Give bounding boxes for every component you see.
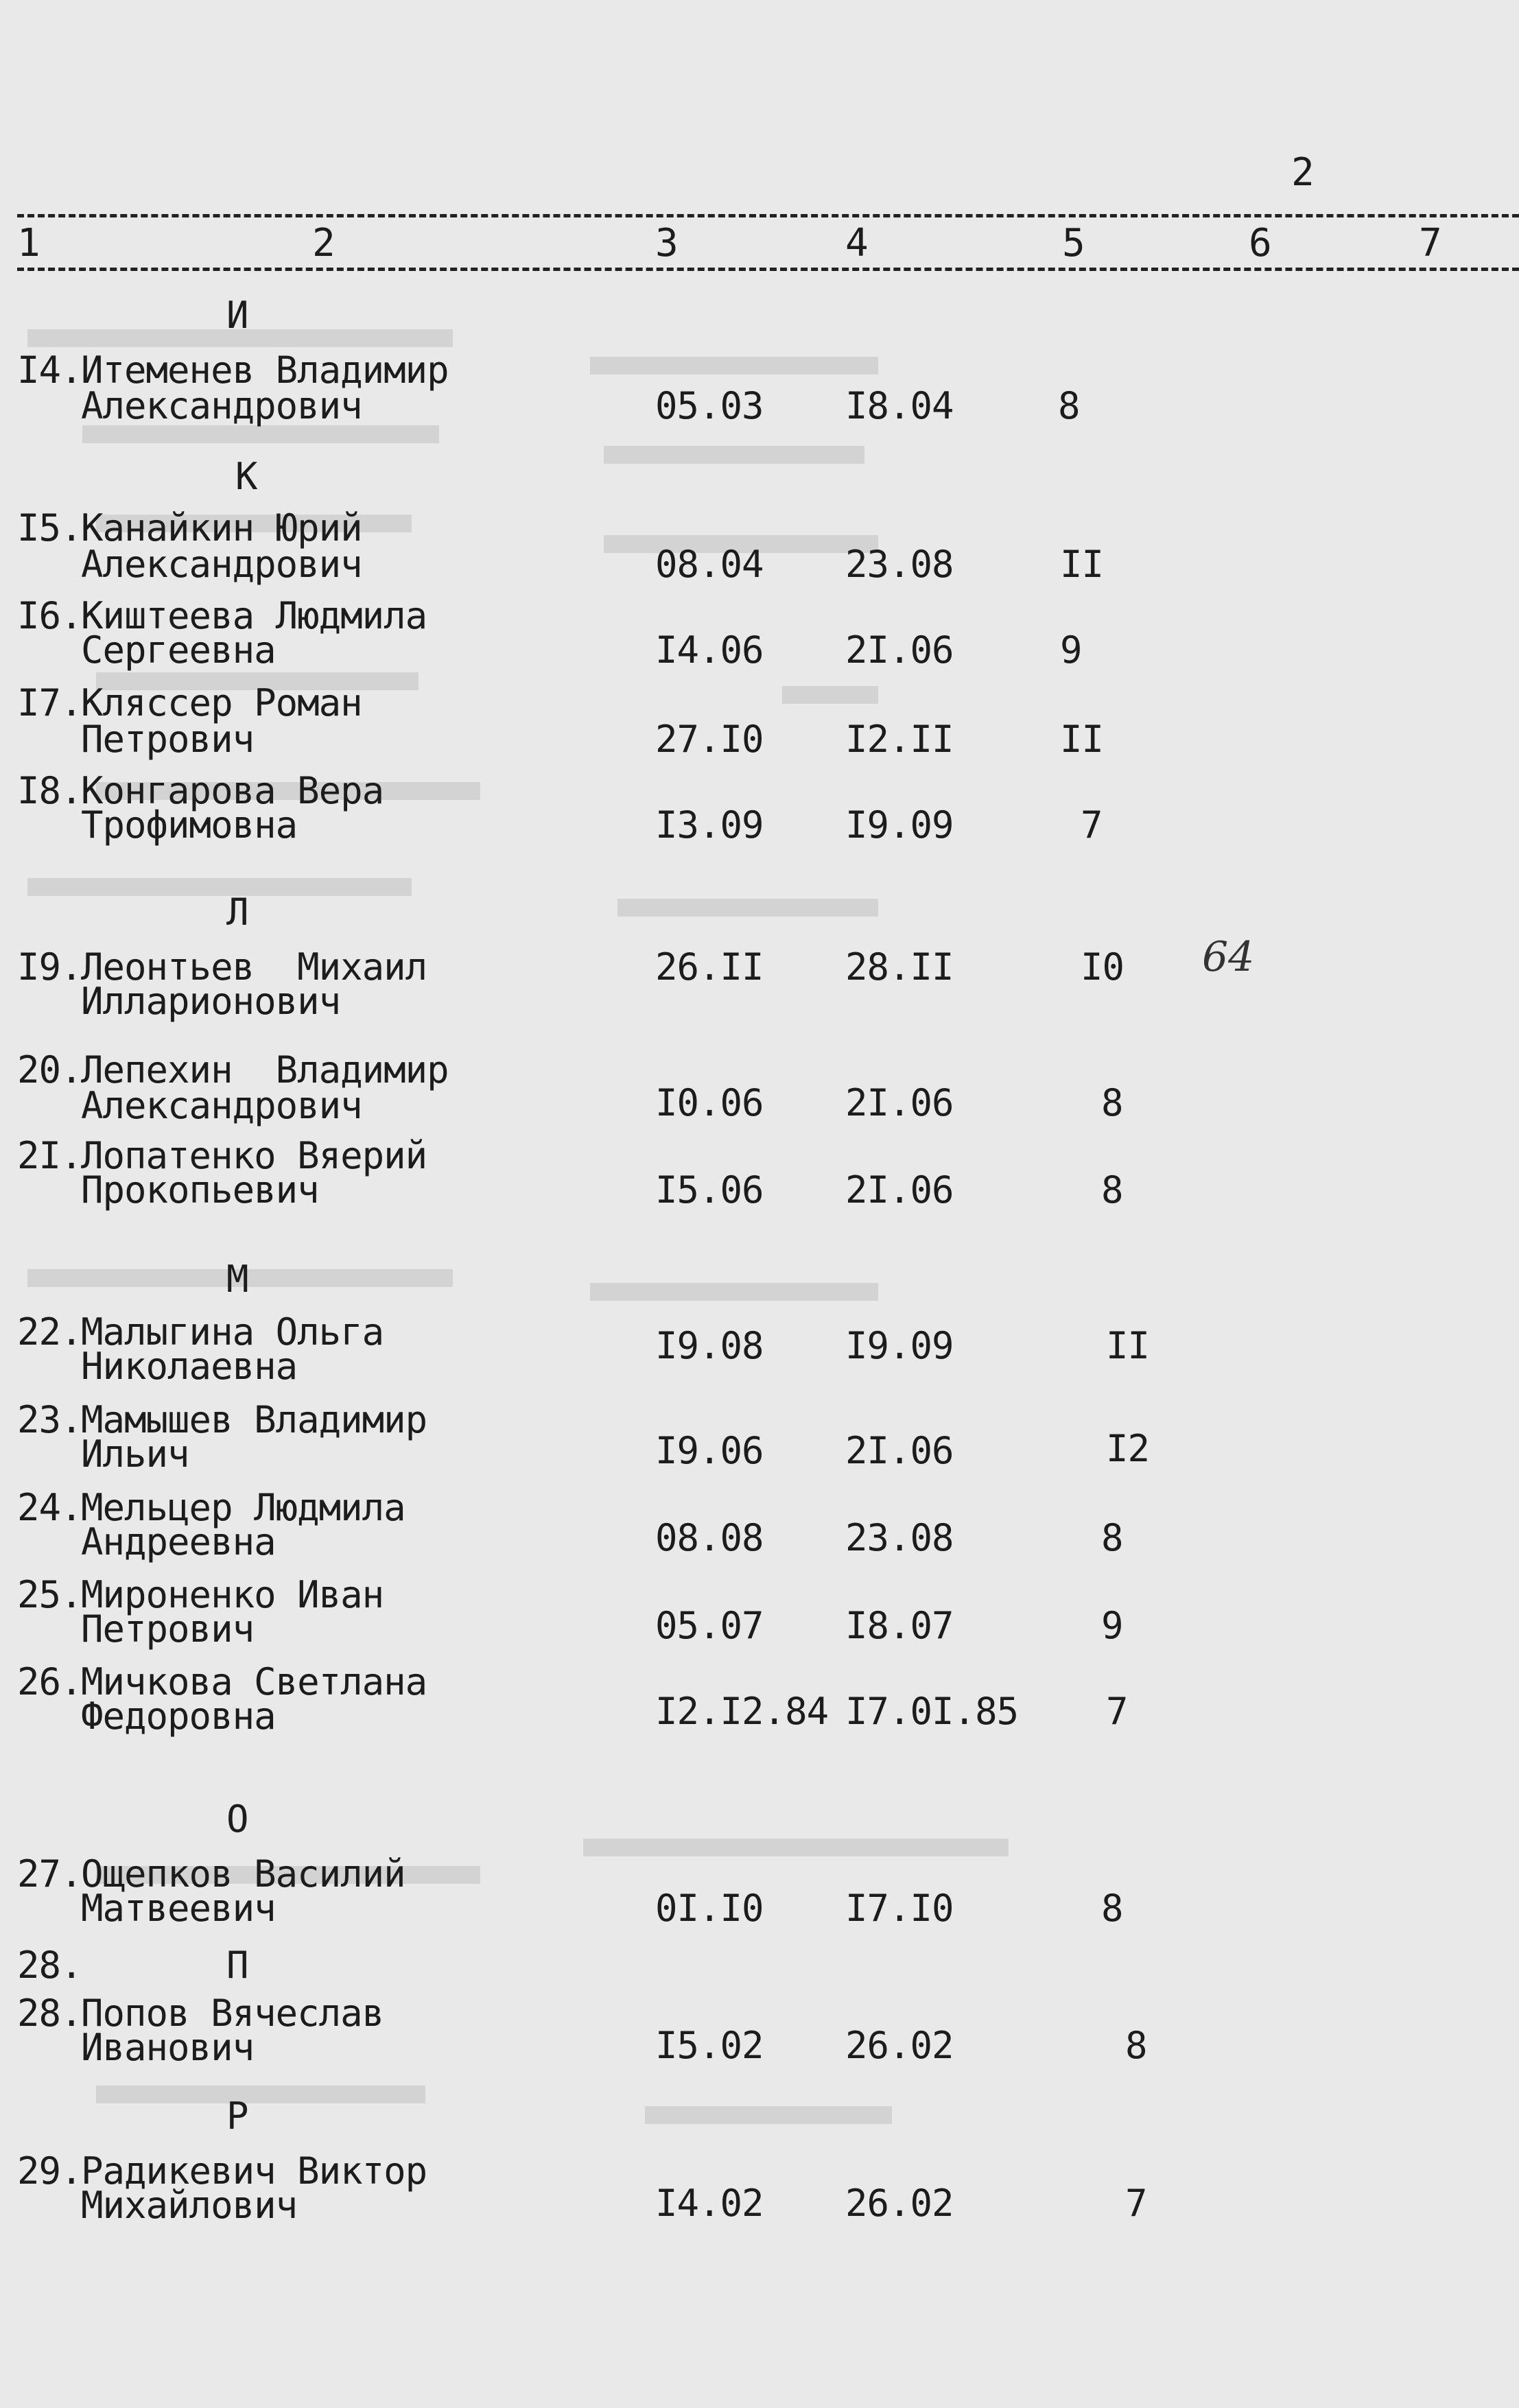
column-header-6: 6 <box>1249 221 1271 265</box>
date-from: I4.02 <box>655 2182 764 2225</box>
date-to: I8.07 <box>845 1604 954 1647</box>
person-name-line1: Попов Вячеслав <box>81 1992 384 2035</box>
person-name-line1: Мамышев Владимир <box>81 1398 427 1441</box>
row-number: 20. <box>17 1048 82 1091</box>
date-from: 08.08 <box>655 1516 764 1559</box>
person-name-line1: Мельцер Людмила <box>81 1486 405 1529</box>
person-name-line2: Александрович <box>81 1084 362 1127</box>
person-name-line2: Илларионович <box>81 980 341 1023</box>
person-name-line1: Итеменев Владимир <box>81 349 449 392</box>
days-count: 9 <box>1060 628 1082 672</box>
person-name-line1: Радикевич Виктор <box>81 2149 427 2193</box>
row-number: 2I. <box>17 1134 82 1177</box>
date-to: 2I.06 <box>845 628 954 672</box>
column-header-1: 1 <box>17 221 40 265</box>
section-letter-o: О <box>226 1797 248 1841</box>
date-to: I7.I0 <box>845 1887 954 1930</box>
date-from: I9.08 <box>655 1324 764 1367</box>
days-count: II <box>1060 718 1104 761</box>
row-number: 28. <box>17 1992 82 2035</box>
person-name-line2: Александрович <box>81 384 362 427</box>
date-to: 26.02 <box>845 2182 954 2225</box>
days-count: 8 <box>1125 2024 1147 2067</box>
date-from: 0I.I0 <box>655 1887 764 1930</box>
date-from: I0.06 <box>655 1081 764 1124</box>
date-to: 23.08 <box>845 543 954 586</box>
days-count: 8 <box>1101 1516 1123 1559</box>
date-to: 2I.06 <box>845 1429 954 1472</box>
date-from: 08.04 <box>655 543 764 586</box>
row-number: I4. <box>17 349 82 392</box>
date-from: I5.02 <box>655 2024 764 2067</box>
row-number: 22. <box>17 1310 82 1354</box>
section-letter-l: Л <box>226 890 248 934</box>
person-name-line2: Александрович <box>81 543 362 586</box>
days-count: 7 <box>1125 2182 1147 2225</box>
person-name-line2: Иванович <box>81 2026 255 2069</box>
person-name-line2: Сергеевна <box>81 628 276 672</box>
column-header-2: 2 <box>312 221 335 265</box>
days-count: 8 <box>1058 384 1080 427</box>
column-header-4: 4 <box>845 221 868 265</box>
date-to: I2.II <box>845 718 954 761</box>
date-to: I7.0I.85 <box>845 1690 1019 1733</box>
person-name-line1: Конгарова Вера <box>81 769 384 812</box>
date-from: I4.06 <box>655 628 764 672</box>
row-number: 26. <box>17 1660 82 1703</box>
person-name-line2: Николаевна <box>81 1345 298 1388</box>
stray-row-number: 28. <box>17 1944 82 1987</box>
person-name-line2: Ильич <box>81 1432 189 1476</box>
column-header-3: 3 <box>655 221 678 265</box>
row-number: I9. <box>17 945 82 989</box>
section-letter-r: Р <box>226 2094 248 2138</box>
page-number: 2 <box>1291 150 1314 195</box>
person-name-line1: Лопатенко Вяерий <box>81 1134 427 1177</box>
days-count: I0 <box>1081 945 1124 989</box>
date-from: I9.06 <box>655 1429 764 1472</box>
date-to: 2I.06 <box>845 1081 954 1124</box>
row-number: I7. <box>17 681 82 724</box>
person-name-line2: Михайлович <box>81 2184 298 2227</box>
days-count: 8 <box>1101 1168 1123 1212</box>
row-number: 25. <box>17 1573 82 1616</box>
person-name-line1: Малыгина Ольга <box>81 1310 384 1354</box>
days-count: 7 <box>1106 1690 1128 1733</box>
person-name-line2: Петрович <box>81 1607 255 1651</box>
section-letter-m: М <box>226 1258 248 1301</box>
section-letter-k: К <box>235 455 257 498</box>
row-number: I6. <box>17 594 82 637</box>
date-to: 2I.06 <box>845 1168 954 1212</box>
person-name-line1: Кляссер Роман <box>81 681 362 724</box>
section-letter-i: И <box>226 294 248 337</box>
person-name-line2: Федоровна <box>81 1695 276 1738</box>
section-letter-p: П <box>226 1944 248 1987</box>
person-name-line2: Матвеевич <box>81 1887 276 1930</box>
date-to: 28.II <box>845 945 954 989</box>
date-from: 05.03 <box>655 384 764 427</box>
date-to: 26.02 <box>845 2024 954 2067</box>
date-to: I9.09 <box>845 1324 954 1367</box>
person-name-line2: Трофимовна <box>81 803 298 847</box>
days-count: I2 <box>1106 1427 1150 1470</box>
row-number: 24. <box>17 1486 82 1529</box>
header-separator-top <box>17 214 1519 217</box>
date-to: I8.04 <box>845 384 954 427</box>
row-number: I8. <box>17 769 82 812</box>
date-from: I5.06 <box>655 1168 764 1212</box>
days-count: 9 <box>1101 1604 1123 1647</box>
person-name-line1: Леонтьев Михаил <box>81 945 427 989</box>
days-count: II <box>1106 1324 1150 1367</box>
person-name-line2: Прокопьевич <box>81 1168 319 1212</box>
person-name-line1: Ощепков Василий <box>81 1852 405 1896</box>
date-to: 23.08 <box>845 1516 954 1559</box>
row-number: I5. <box>17 506 82 550</box>
days-count: 8 <box>1101 1887 1123 1930</box>
handwritten-note: 64 <box>1202 933 1255 981</box>
person-name-line2: Андреевна <box>81 1520 276 1563</box>
date-from: I2.I2.84 <box>655 1690 829 1733</box>
date-from: 05.07 <box>655 1604 764 1647</box>
days-count: 7 <box>1081 803 1103 847</box>
date-to: I9.09 <box>845 803 954 847</box>
person-name-line1: Мичкова Светлана <box>81 1660 427 1703</box>
row-number: 29. <box>17 2149 82 2193</box>
days-count: II <box>1060 543 1104 586</box>
row-number: 27. <box>17 1852 82 1896</box>
person-name-line1: Киштеева Людмила <box>81 594 427 637</box>
date-from: I3.09 <box>655 803 764 847</box>
column-header-7: 7 <box>1419 221 1441 265</box>
column-header-5: 5 <box>1062 221 1085 265</box>
person-name-line1: Канайкин Юрий <box>81 506 362 550</box>
person-name-line1: Лепехин Владимир <box>81 1048 449 1091</box>
date-from: 26.II <box>655 945 764 989</box>
person-name-line2: Петрович <box>81 718 255 761</box>
person-name-line1: Мироненко Иван <box>81 1573 384 1616</box>
date-from: 27.I0 <box>655 718 764 761</box>
header-separator-bottom <box>17 268 1519 271</box>
days-count: 8 <box>1101 1081 1123 1124</box>
row-number: 23. <box>17 1398 82 1441</box>
